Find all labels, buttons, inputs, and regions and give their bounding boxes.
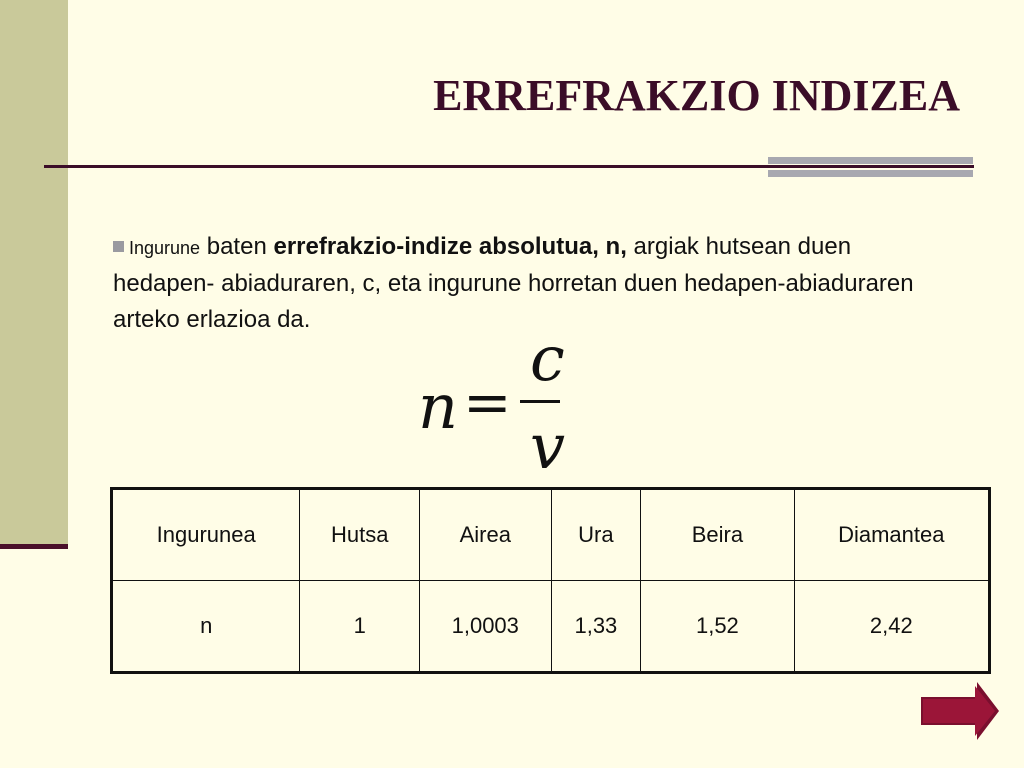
slide-title: ERREFRAKZIO INDIZEA xyxy=(433,71,960,120)
table-header-row xyxy=(112,489,990,581)
table-cell: n xyxy=(112,581,300,673)
paragraph-part-3: errefrakzio-indize absolutua, n, xyxy=(273,233,627,260)
refractive-index-table xyxy=(110,487,991,674)
table-cell: Hutsa xyxy=(300,489,420,581)
table-cell: 1,33 xyxy=(551,581,641,673)
left-sidebar-bar xyxy=(0,0,68,545)
table-row xyxy=(112,581,990,673)
table-cell: Airea xyxy=(419,489,551,581)
refractive-index-formula xyxy=(418,322,578,483)
paragraph-part-4: argiak hutsean duen hedapen- abiaduraren, c, eta ingurune horretan duen hedapen-abiaduraren arteko erlazioa da. xyxy=(113,233,914,333)
formula-denominator: v xyxy=(530,410,566,483)
paragraph-part-2: baten xyxy=(200,233,274,260)
decorative-double-bar xyxy=(768,157,973,181)
table-cell: 1,52 xyxy=(641,581,794,673)
paragraph-part-1: Ingurune xyxy=(129,238,201,258)
table-cell: 2,42 xyxy=(794,581,989,673)
table-cell: Diamantea xyxy=(794,489,989,581)
square-bullet-icon xyxy=(113,241,124,252)
fraction-bar xyxy=(520,400,560,403)
sidebar-underline xyxy=(0,544,68,549)
next-arrow-icon[interactable] xyxy=(921,680,1001,742)
table-cell: 1,0003 xyxy=(419,581,551,673)
table-cell: Ura xyxy=(551,489,641,581)
table-cell: Beira xyxy=(641,489,794,581)
definition-paragraph xyxy=(113,229,943,338)
formula-lhs: n xyxy=(418,370,458,443)
table-cell: 1 xyxy=(300,581,420,673)
formula-equals: = xyxy=(463,368,512,436)
table-cell: Ingurunea xyxy=(112,489,300,581)
formula-numerator: c xyxy=(530,322,565,395)
